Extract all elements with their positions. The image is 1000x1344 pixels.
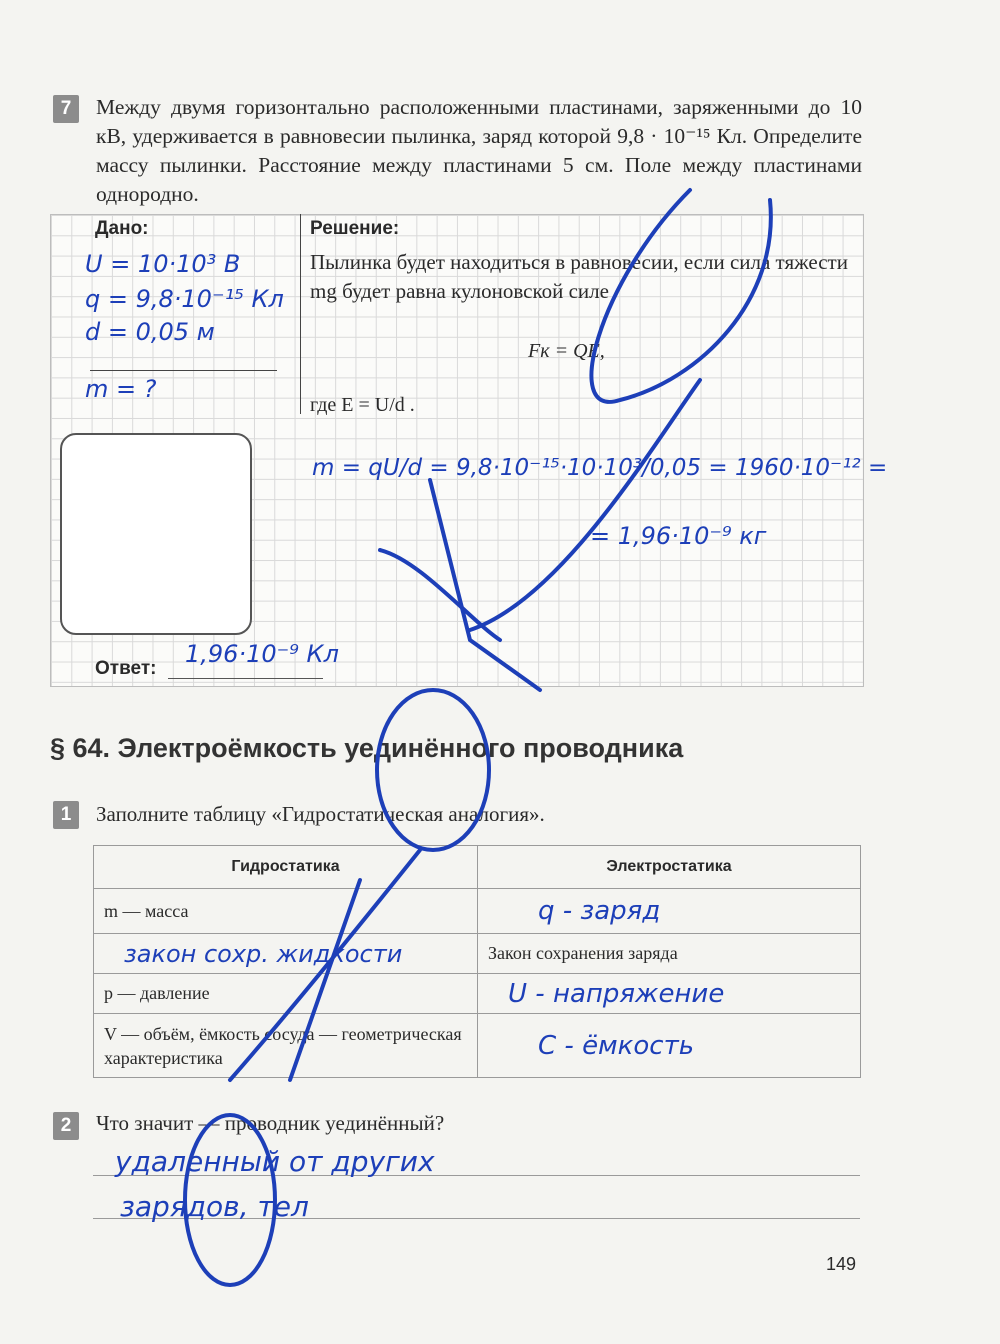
circle-mark <box>377 690 489 850</box>
check-mark-stroke <box>470 380 700 630</box>
check-mark-stroke <box>290 880 360 1080</box>
task-number-badge: 2 <box>53 1112 79 1140</box>
solution-label: Решение: <box>310 218 400 239</box>
hand-given-voltage: U = 10·10³ В <box>85 250 241 278</box>
table-cell-handwritten: q - заряд <box>478 889 861 934</box>
check-mark-stroke <box>591 190 770 402</box>
hand-calculation: m = qU/d = 9,8·10⁻¹⁵·10·10³/0,05 = 1960·10⁻¹² = <box>312 455 888 481</box>
table-cell-handwritten: U - напряжение <box>478 974 861 1014</box>
task-text: Между двумя горизонтально расположенными пластинами, заряженными до 10 кВ, удерживается в равновесии пылинка, заряд которой 9,8 · 10⁻¹⁵ Кл. Определите массу пылинки. Расстояние между пластинами 5 см. Поле между пластинами однородно. <box>96 95 862 206</box>
table-cell: p — давление <box>94 974 478 1014</box>
check-mark-stroke <box>430 480 540 690</box>
task-text: Заполните таблицу «Гидростатическая аналогия». <box>96 802 545 826</box>
table-cell-handwritten: закон сохр. жидкости <box>94 934 478 974</box>
formula: Fк = QE, <box>528 340 605 362</box>
circle-mark <box>185 1115 275 1285</box>
task-text: Что значит — проводник уединённый? <box>96 1111 445 1135</box>
hand-answer: 1,96·10⁻⁹ Кл <box>185 640 339 668</box>
table-header: Электростатика <box>478 846 861 889</box>
hand-answer-line-2: зарядов, тел <box>120 1190 309 1223</box>
solution-text: Пылинка будет находиться в равновесии, если сила тяжести mg будет равна кулоновской силе <box>310 250 848 303</box>
table-cell: Закон сохранения заряда <box>478 934 861 974</box>
hand-given-distance: d = 0,05 м <box>85 318 215 346</box>
page-number: 149 <box>826 1254 857 1274</box>
check-mark-stroke <box>230 850 420 1080</box>
given-label: Дано: <box>95 218 149 239</box>
hand-calculation-result: = 1,96·10⁻⁹ кг <box>590 522 767 550</box>
hand-given-charge: q = 9,8·10⁻¹⁵ Кл <box>85 285 284 313</box>
answer-label: Ответ: <box>95 658 157 679</box>
table-cell: m — масса <box>94 889 478 934</box>
hand-answer-line-1: удаленный от других <box>115 1145 435 1178</box>
table-cell: V — объём, ёмкость сосуда — геометрическая характеристика <box>94 1014 478 1078</box>
task-number-badge: 1 <box>53 801 79 829</box>
section-title: § 64. Электроёмкость уединённого проводника <box>50 733 684 763</box>
table-cell-handwritten: C - ёмкость <box>478 1014 861 1078</box>
task-number-badge: 7 <box>53 95 79 123</box>
table-header: Гидростатика <box>94 846 478 889</box>
field-formula: где E = U/d . <box>310 394 415 416</box>
hand-given-unknown: m = ? <box>85 375 157 403</box>
